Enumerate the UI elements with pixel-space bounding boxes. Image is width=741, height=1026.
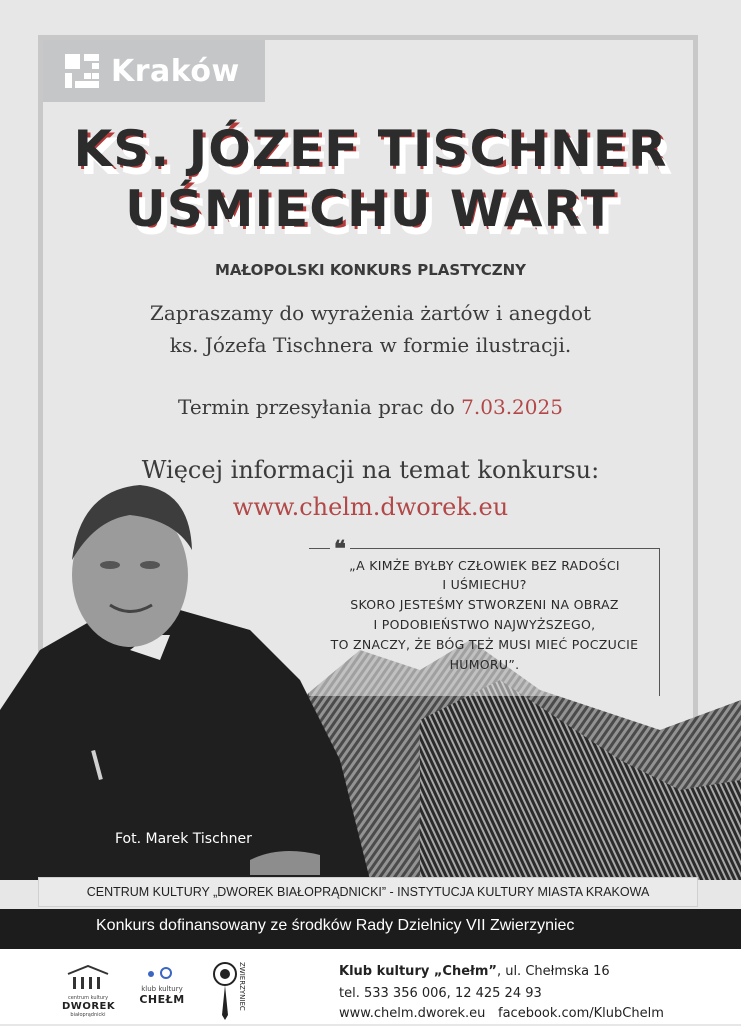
deadline-label: Termin przesyłania prac do [178, 395, 455, 419]
quote-line: „A KIMŻE BYŁBY CZŁOWIEK BEZ RADOŚCI [349, 558, 620, 573]
chelm-dots-icon [142, 965, 182, 981]
dworek-name: DWOREK [62, 1001, 116, 1012]
dworek-small-label: centrum kultury [67, 995, 109, 1001]
institution-text: CENTRUM KULTURY „DWOREK BIAŁOPRĄDNICKI” - INSTYTUCJA KULTURY MIASTA KRAKOWA [86, 885, 650, 899]
club-name: Klub kultury „Chełm” [339, 964, 497, 979]
funding-text: Konkurs dofinansowany ze środków Rady Dzielnicy VII Zwierzyniec [96, 917, 575, 934]
chelm-name: CHEŁM [139, 993, 185, 1006]
contact-website[interactable]: www.chelm.dworek.eu [339, 1006, 486, 1021]
title-line-1: KS. JÓZEF TISCHNER [73, 120, 668, 178]
invite-line-1: Zapraszamy do wyrażenia żartów i anegdot [149, 301, 592, 325]
dworek-sub-label: białoprądnicki [70, 1012, 106, 1018]
chelm-small-label: klub kultury [141, 985, 183, 993]
quote-line: TO ZNACZY, ŻE BÓG TEŻ MUSI MIEĆ POCZUCIE [330, 637, 639, 652]
subtitle: MAŁOPOLSKI KONKURS PLASTYCZNY [214, 261, 527, 279]
quote-line: SKORO JESTEŚMY STWORZENI NA OBRAZ [350, 597, 619, 612]
quote-line: I UŚMIECHU? [442, 577, 527, 592]
krakow-logo-icon [65, 54, 99, 88]
deadline-date: 7.03.2025 [461, 395, 563, 419]
more-info-label: Więcej informacji na temat konkursu: [141, 456, 600, 484]
more-info-url[interactable]: www.chelm.dworek.eu [232, 493, 509, 521]
quote-line: I PODOBIEŃSTWO NAJWYŻSZEGO, [373, 617, 596, 632]
club-address: , ul. Chełmska 16 [496, 964, 610, 979]
dworek-logo [62, 965, 114, 1018]
title-line-2: UŚMIECHU WART [125, 180, 616, 238]
krakow-logo-box [43, 40, 265, 102]
contact-facebook[interactable]: facebook.com/KlubChelm [498, 1006, 664, 1021]
dworek-building-icon [65, 965, 111, 991]
contact-club [339, 964, 610, 979]
zwierzyniec-logo [210, 960, 250, 1022]
quote-icon: ❝ [330, 536, 350, 562]
zwierzyniec-label: ZWIERZYNIEC [238, 962, 246, 1011]
contact-phone: tel. 533 356 006, 12 425 24 93 [339, 986, 542, 1001]
chelm-logo [133, 965, 191, 1006]
quote-line: HUMORU”. [449, 657, 520, 672]
deadline-text [0, 395, 741, 419]
krakow-wordmark: Kraków [111, 53, 240, 89]
invite-line-2: ks. Józefa Tischnera w formie ilustracji. [169, 333, 572, 357]
institution-band [38, 877, 698, 907]
photo-credit: Fot. Marek Tischner [115, 831, 252, 847]
